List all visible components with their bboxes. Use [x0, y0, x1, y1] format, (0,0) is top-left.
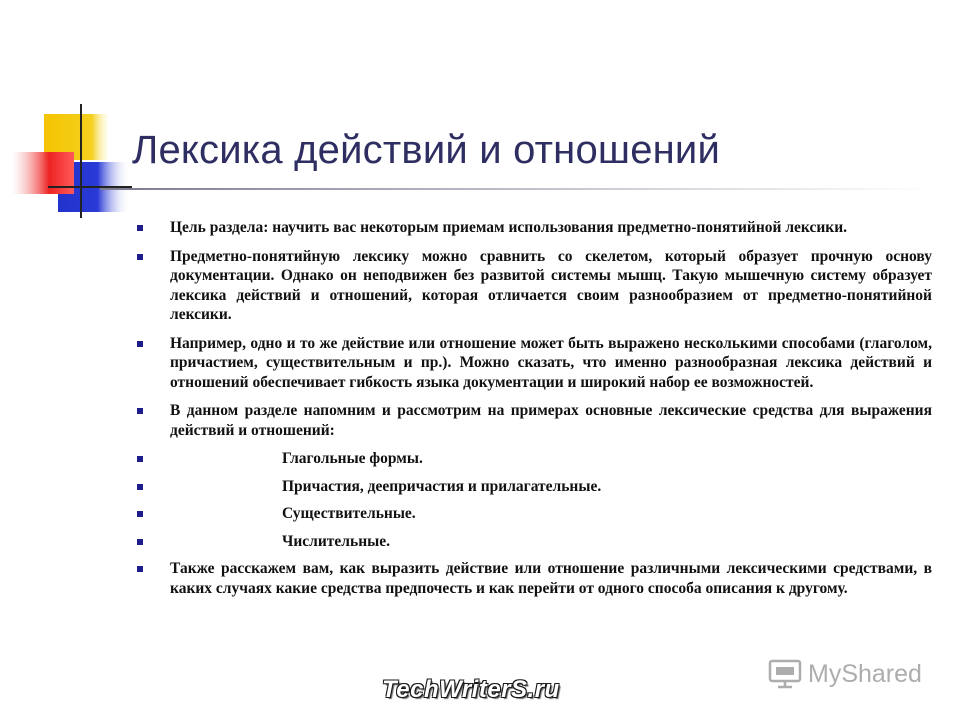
- sub-item-text: Числительные.: [282, 532, 390, 550]
- list-item: [134, 334, 932, 393]
- square-bullet-icon: [137, 539, 143, 545]
- square-bullet-icon: [137, 484, 143, 490]
- square-bullet-icon: [137, 566, 143, 572]
- square-bullet-icon: [137, 456, 143, 462]
- square-bullet-icon: [137, 511, 143, 517]
- list-item: [134, 247, 932, 325]
- bullet-list: [134, 218, 932, 598]
- sub-item-text: Глагольные формы.: [282, 450, 423, 467]
- list-item-text: Цель раздела: научить вас некоторым приемам использования предметно-понятийной лексики.: [170, 219, 848, 236]
- square-bullet-icon: [137, 254, 143, 260]
- list-item-text: Предметно-понятийную лексику можно сравнить со скелетом, который образует прочную основу документации. Однако он неподвижен без развитой системы мышц. Такую мышечную систему образует лексика действий и отношений, которая отличается своим разнообразием от предметно-понятийной лексики.: [170, 247, 932, 323]
- slide-title: Лексика действий и отношений: [132, 128, 721, 172]
- list-item-text: В данном разделе напомним и рассмотрим на примерах основные лексические средства для выражения действий и отношений:: [170, 402, 932, 439]
- list-item-text: Например, одно и то же действие или отношение может быть выражено несколькими способами (глаголом, причастием, существительным и пр.). Можно сказать, что именно разнообразная лексика действий и отношений обеспечивает гибкость языка документации и широкий набор ее возможностей.: [170, 334, 932, 391]
- presentation-icon: [768, 659, 802, 689]
- list-item: [134, 532, 932, 552]
- square-bullet-icon: [137, 341, 143, 347]
- list-item: [134, 218, 932, 238]
- myshared-label: MyShared: [808, 659, 922, 688]
- square-bullet-icon: [137, 408, 143, 414]
- list-item: [134, 559, 932, 598]
- myshared-watermark[interactable]: [768, 656, 922, 692]
- square-bullet-icon: [137, 225, 143, 231]
- techwriters-logo[interactable]: TechWriterS.ru: [382, 676, 560, 703]
- list-item: [134, 477, 932, 497]
- list-item: [134, 401, 932, 440]
- sub-item-text: Причастия, деепричастия и прилагательные.: [282, 477, 602, 495]
- title-underline: [100, 188, 930, 190]
- list-item: [134, 504, 932, 524]
- list-item-text: Также расскажем вам, как выразить действие или отношение различными лексическими средствами, в каких случаях какие средства предпочесть и как перейти от одного способа описания к другому.: [170, 560, 932, 597]
- list-item: [134, 449, 932, 469]
- corner-decoration: [0, 0, 140, 230]
- sub-item-text: Существительные.: [282, 505, 416, 522]
